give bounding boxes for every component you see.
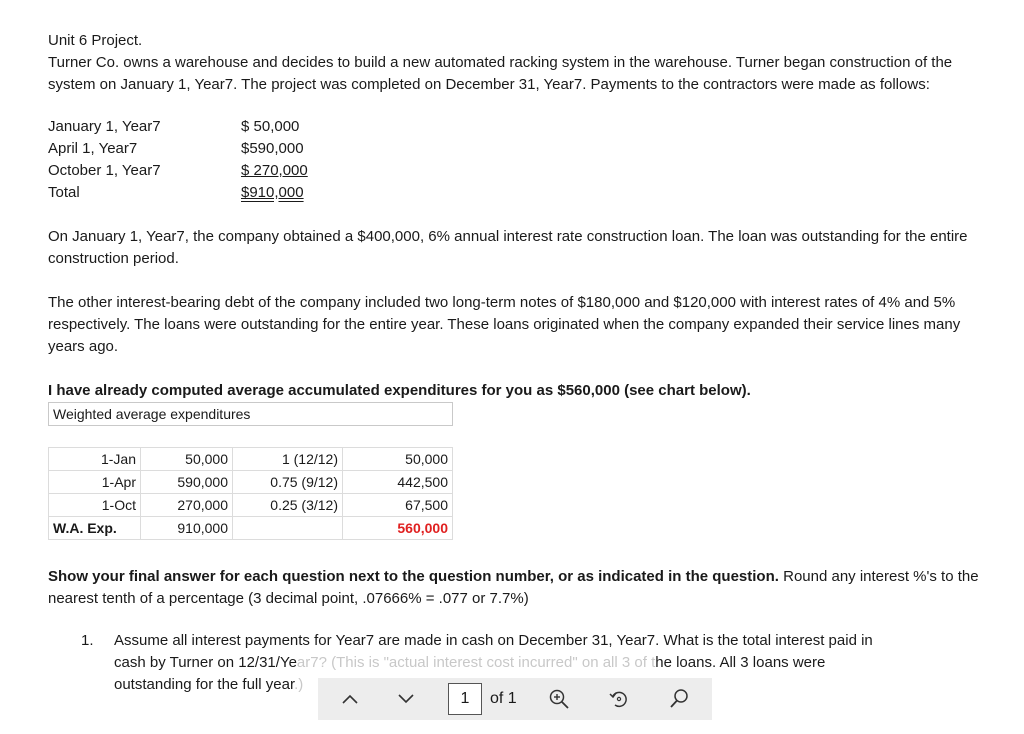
question-text-part: outstanding for the full year bbox=[114, 676, 295, 693]
intro-paragraph: Turner Co. owns a warehouse and decides to build a new automated racking system in the warehouse. Turner began construction of the system on January 1, Year7. The project was completed on December 31, Year7. Payments to the contractors were made as follows: bbox=[48, 54, 953, 93]
question-text-obscured: ar7? (This is "actual interest cost incurred" on all 3 of t bbox=[296, 654, 656, 671]
total-weighted: 560,000 bbox=[343, 517, 453, 540]
pdf-toolbar bbox=[318, 678, 712, 720]
table-row bbox=[49, 494, 462, 517]
row-weight bbox=[233, 471, 343, 494]
question-text-part: he loans. All 3 loans were bbox=[655, 654, 826, 671]
chevron-up-icon[interactable] bbox=[332, 681, 368, 717]
other-debt-paragraph: The other interest-bearing debt of the company included two long-term notes of $180,000 and $120,000 with interest rates of 4% and 5% respectively. The loans were outstanding for the entire year. These loans originated when the company expanded their service lines many years ago. bbox=[48, 294, 961, 355]
search-icon[interactable] bbox=[661, 681, 697, 717]
page-count-label: of 1 bbox=[490, 690, 517, 707]
table-row bbox=[49, 448, 462, 471]
zoom-in-icon[interactable] bbox=[541, 681, 577, 717]
instructions-rest: Round any interest %'s to the nearest tenth of a percentage (3 decimal point, .07666% = .077 or 7.7%) bbox=[48, 568, 979, 607]
question-line bbox=[114, 652, 974, 674]
table-total-row bbox=[49, 517, 462, 540]
payment-schedule bbox=[48, 116, 988, 204]
row-weighted: 67,500 bbox=[343, 494, 453, 517]
weight-value: 1 bbox=[281, 451, 290, 467]
schedule-amount: $ 50,000 bbox=[241, 118, 300, 135]
weighted-average-table bbox=[48, 402, 461, 540]
row-weighted: 50,000 bbox=[343, 448, 453, 471]
weight-fraction: (3/12) bbox=[301, 497, 338, 513]
table-title: Weighted average expenditures bbox=[49, 403, 453, 426]
document-heading: Unit 6 Project. bbox=[48, 32, 143, 49]
schedule-amount: $ 270,000 bbox=[241, 162, 308, 179]
schedule-amount: $590,000 bbox=[241, 140, 304, 157]
weight-value: 0.75 bbox=[270, 474, 298, 490]
computed-note: I have already computed average accumulated expenditures for you as $560,000 (see chart below). bbox=[48, 382, 751, 399]
schedule-date: January 1, Year7 bbox=[48, 118, 161, 135]
document-body bbox=[48, 30, 988, 696]
row-amount: 50,000 bbox=[141, 448, 233, 471]
row-date: 1-Oct bbox=[49, 494, 141, 517]
row-date: 1-Jan bbox=[49, 448, 141, 471]
construction-loan-paragraph: On January 1, Year7, the company obtained a $400,000, 6% annual interest rate construction loan. The loan was outstanding for the entire construction period. bbox=[48, 228, 968, 267]
chevron-down-icon[interactable] bbox=[388, 681, 424, 717]
weight-value: 0.25 bbox=[270, 497, 298, 513]
total-label: W.A. Exp. bbox=[49, 517, 141, 540]
schedule-total-label: Total bbox=[48, 184, 80, 201]
row-weight bbox=[233, 494, 343, 517]
question-number: 1. bbox=[81, 632, 94, 649]
schedule-date: October 1, Year7 bbox=[48, 162, 161, 179]
question-line: Assume all interest payments for Year7 are made in cash on December 31, Year7. What is the total interest paid in bbox=[114, 632, 873, 649]
weight-fraction: (9/12) bbox=[301, 474, 338, 490]
row-amount: 590,000 bbox=[141, 471, 233, 494]
instructions bbox=[48, 566, 988, 610]
schedule-date: April 1, Year7 bbox=[48, 140, 138, 157]
schedule-total-amount: $910,000 bbox=[241, 184, 304, 201]
question-text-obscured: .) bbox=[294, 676, 304, 693]
instructions-bold: Show your final answer for each question next to the question number, or as indicated in the question. bbox=[48, 568, 779, 585]
table-row bbox=[49, 471, 462, 494]
total-amount: 910,000 bbox=[141, 517, 233, 540]
rotate-icon[interactable] bbox=[601, 681, 637, 717]
weight-fraction: (12/12) bbox=[293, 451, 338, 467]
page-number-input[interactable]: 1 bbox=[448, 683, 482, 715]
row-weighted: 442,500 bbox=[343, 471, 453, 494]
row-weight bbox=[233, 448, 343, 471]
row-amount: 270,000 bbox=[141, 494, 233, 517]
row-date: 1-Apr bbox=[49, 471, 141, 494]
question-text-part: cash by Turner on 12/31/Ye bbox=[114, 654, 297, 671]
